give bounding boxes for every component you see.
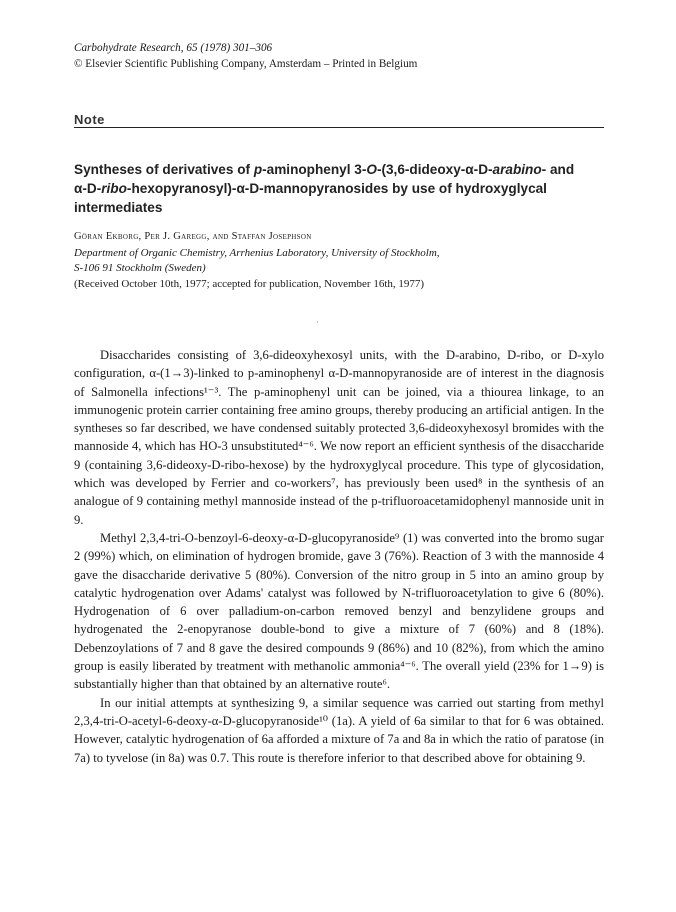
- affiliation-line-2: S-106 91 Stockholm (Sweden): [74, 262, 206, 274]
- affiliation-line-1: Department of Organic Chemistry, Arrhenius Laboratory, University of Stockholm,: [74, 247, 440, 259]
- author-list: Göran Ekborg, Per J. Garegg, and Staffan Josephson: [74, 231, 312, 242]
- received-dates: (Received October 10th, 1977; accepted for publication, November 16th, 1977): [74, 278, 425, 290]
- section-label: Note: [74, 112, 105, 127]
- body-paragraph-1: Disaccharides consisting of 3,6-dideoxyhexosyl units, with the D-arabino, D-ribo, or D-xylo configuration, α-(1→3)-linked to p-aminophenyl α-D-mannopyranoside are of interest in the diagnosis of Salmonella infections¹⁻³. The p-aminophenyl unit can be joined, via a thiourea linkage, to an immunogenic protein carrier containing free amino groups, thereby producing an artificial antigen. In the syntheses so far described, we have condensed suitably protected 3,6-dideoxyhexosyl bromides with the mannoside 4, which has HO-3 unsubstituted⁴⁻⁶. We now report an efficient synthesis of the disaccharide 9 (containing 3,6-dideoxy-D-ribo-hexose) by the hydroxyglycal procedure. This type of glycosidation, which was developed by Ferrier and co-workers⁷, has previously been used⁸ in the synthesis of an analogue of 9 containing methyl mannoside instead of the p-trifluoroacetamidophenyl mannoside unit in 9.: [74, 348, 604, 527]
- body-paragraph-2: Methyl 2,3,4-tri-O-benzoyl-6-deoxy-α-D-glucopyranoside⁹ (1) was converted into the bromo sugar 2 (99%) which, on elimination of hydrogen bromide, gave 3 (76%). Reaction of 3 with the mannoside 4 gave the disaccharide derivative 5 (80%). Conversion of the nitro group in 5 into an amino group by catalytic hydrogenation over Adams' catalyst was followed by N-trifluoroacetylation to give 6 (80%). Hydrogenation of 6 over palladium-on-carbon removed benzyl and benzylidene groups and hydrogenated the 2-enopyranose double-bond to give a mixture of 7 (60%) and 8 (18%). Debenzoylations of 7 and 8 gave the desired compounds 9 (86%) and 10 (82%), from which the amino group is easily liberated by treatment with methanolic ammonia⁴⁻⁶. The overall yield (23% for 1→9) is substantially higher than that obtained by an alternative route⁶.: [74, 530, 604, 692]
- copyright-line: © Elsevier Scientific Publishing Company, Amsterdam – Printed in Belgium: [74, 58, 418, 70]
- scan-mark: ·: [316, 318, 319, 327]
- journal-citation: Carbohydrate Research, 65 (1978) 301–306: [74, 42, 273, 54]
- article-title: Syntheses of derivatives of p-aminophenyl 3-O-(3,6-dideoxy-α-D-arabino- and α-D-ribo-hexopyranosyl)-α-D-mannopyranosides by use of hydroxyglycal intermediates: [74, 162, 575, 215]
- article-body: [74, 346, 604, 767]
- body-paragraph-3: In our initial attempts at synthesizing 9, a similar sequence was carried out starting from methyl 2,3,4-tri-O-acetyl-6-deoxy-α-D-glucopyranoside¹⁰ (1a). A yield of 6a similar to that for 6 was obtained. However, catalytic hydrogenation of 6a afforded a mixture of 7a and 8a in which the ratio of paratose (in 7a) to tyvelose (in 8a) was 0.7. This route is therefore inferior to that described above for obtaining 9.: [74, 695, 604, 765]
- section-divider: [74, 127, 604, 128]
